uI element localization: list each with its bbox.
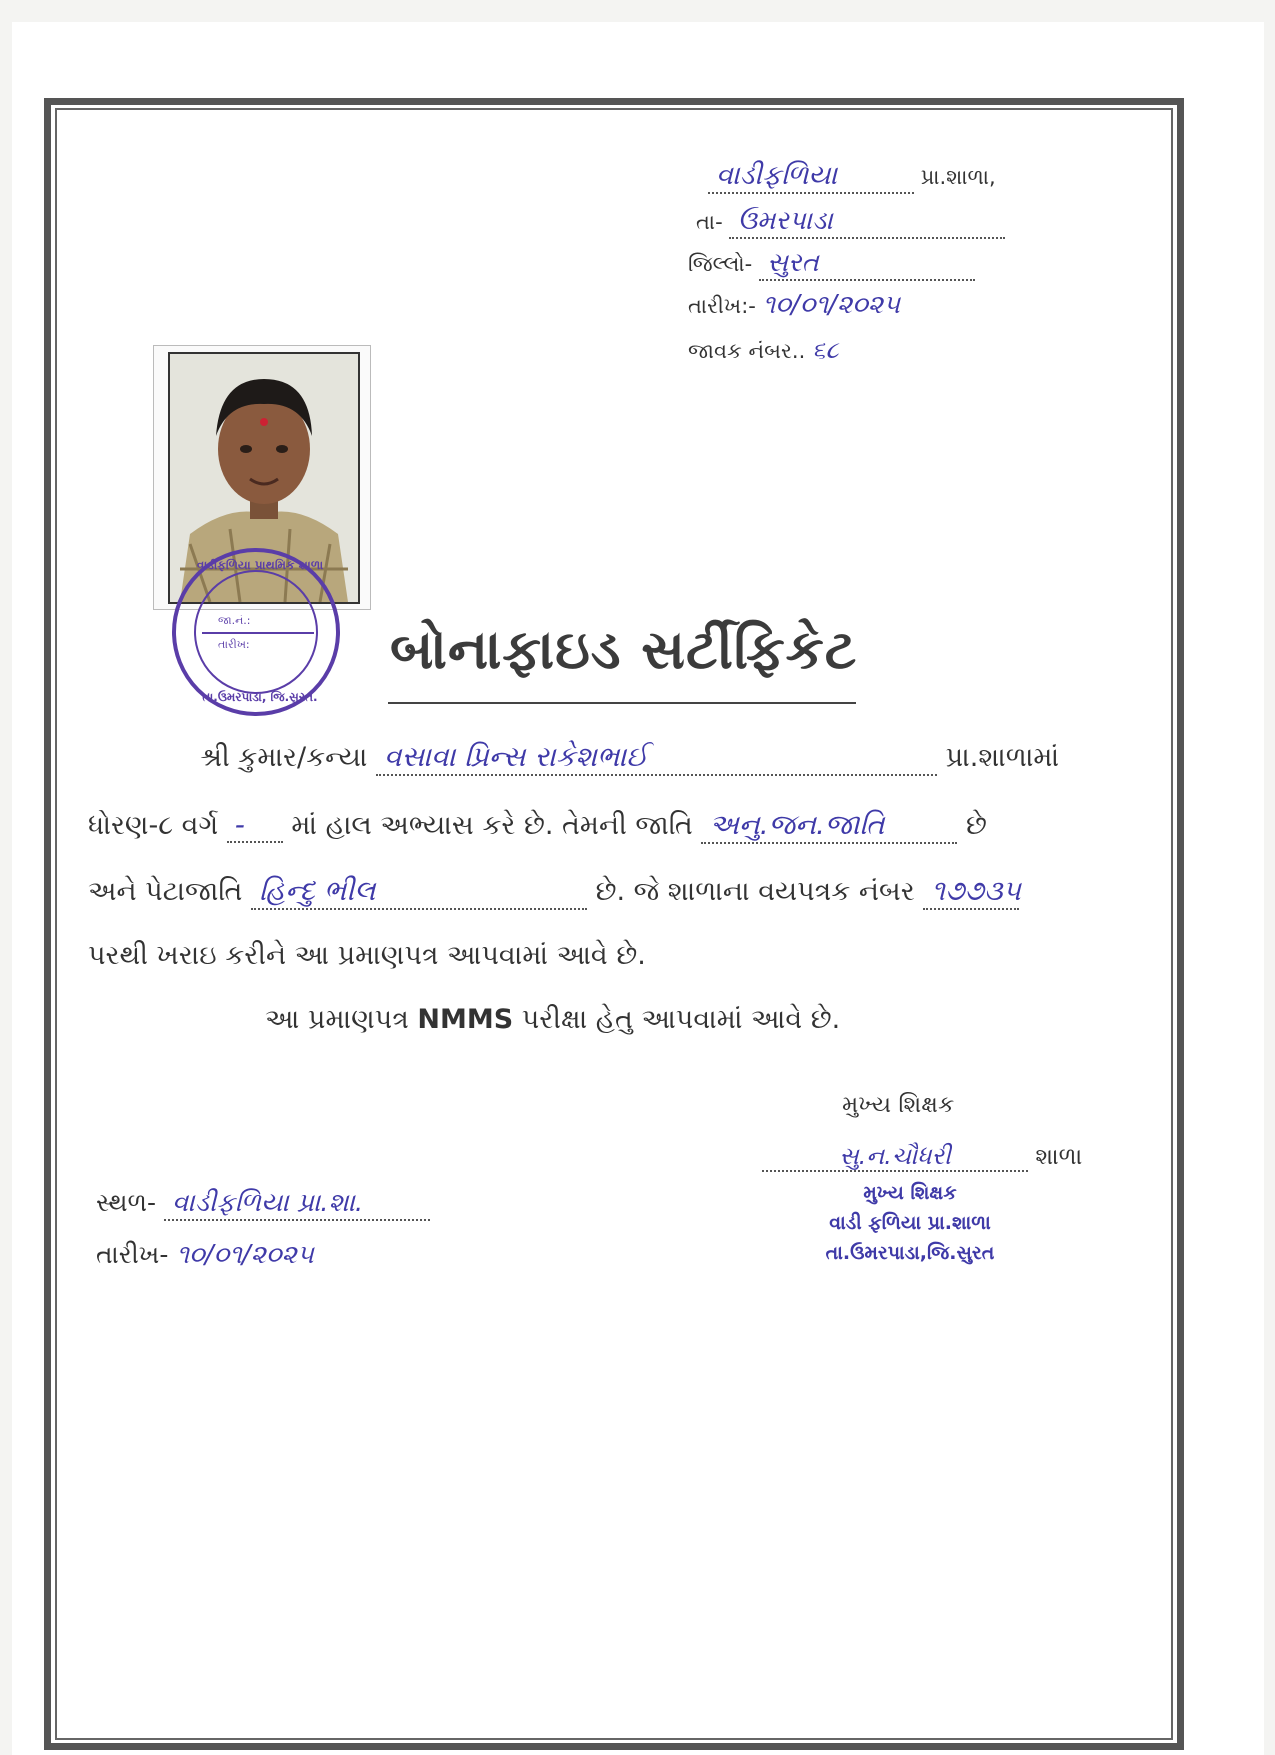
seal-field-2: તારીખ: [218, 638, 250, 651]
footer-date [96, 1240, 314, 1271]
certificate-title: બોનાફાઇડ સર્ટીફિકેટ [390, 618, 858, 681]
header-school-value: વાડીફળિયા [708, 160, 914, 194]
signature-stamp [790, 1182, 1030, 1264]
footer-date-label: તારીખ- [96, 1240, 169, 1269]
date-value: ૧૦/૦૧/૨૦૨૫ [762, 290, 901, 320]
outward-label: જાવક નંબર.. [688, 339, 806, 363]
body-line-4: પરથી ખરાઇ કરીને આ પ્રમાણપત્ર આપવામાં આવે છે. [88, 940, 646, 971]
register-number: ૧૭૭૩૫ [923, 874, 1019, 910]
header-school-suffix: પ્રા.શાળા, [920, 165, 996, 189]
student-name: વસાવા પ્રિન્સ રાકેશભાઈ [376, 740, 937, 776]
line2-suffix: છે [965, 810, 987, 841]
seal-bottom-text: તા.ઉમરપાડા, જિ.સુરત. [202, 690, 318, 704]
body-line-1 [200, 740, 1059, 776]
header-district [688, 248, 975, 281]
line3-mid: છે. જે શાળાના વયપત્રક નંબર [595, 876, 915, 907]
title-underline [388, 702, 856, 704]
header-school [708, 160, 996, 194]
signature-school-suffix: શાળા [1035, 1144, 1083, 1170]
school-seal [172, 548, 340, 716]
district-value: સુરત [759, 248, 975, 281]
place-value: વાડીફળિયા પ્રા.શા. [164, 1188, 430, 1221]
header-outward [688, 336, 839, 364]
signature-text: સુ.ન.ચૌધરી [762, 1142, 1028, 1172]
sig-stamp-line-3: તા.ઉમરપાડા,જિ.સુરત [825, 1242, 995, 1264]
line2-prefix: ધોરણ-૮ વર્ગ [88, 810, 219, 841]
seal-field-1: જા.નં.: [218, 614, 251, 627]
district-label: જિલ્લો- [688, 252, 753, 276]
place-label: સ્થળ- [96, 1188, 157, 1217]
sig-stamp-line-1: મુખ્ય શિક્ષક [863, 1182, 957, 1204]
seal-divider [202, 632, 314, 634]
header-date [688, 290, 900, 321]
line1-prefix: શ્રી કુમાર/કન્યા [200, 742, 368, 773]
sig-stamp-line-2: વાડી ફળિયા પ્રા.શાળા [829, 1212, 991, 1234]
line1-suffix: પ્રા.શાળામાં [945, 742, 1060, 773]
head-teacher-label: મુખ્ય શિક્ષક [842, 1092, 955, 1118]
caste-value: અનુ.જન.જાતિ [701, 808, 957, 844]
date-label: તારીખ:- [688, 294, 756, 318]
line5-prefix: આ પ્રમાણપત્ર [265, 1004, 409, 1035]
line5-suffix: પરીક્ષા હેતુ આપવામાં આવે છે. [521, 1004, 841, 1035]
taluka-label: તા- [696, 210, 723, 234]
footer-place [96, 1188, 430, 1221]
header-taluka [696, 206, 1005, 239]
footer-date-value: ૧૦/૦૧/૨૦૨૫ [176, 1240, 314, 1270]
seal-top-text: વાડીફળિયા પ્રાથમિક શાળા [196, 558, 324, 572]
line2-mid: માં હાલ અભ્યાસ કરે છે. તેમની જાતિ [291, 810, 693, 841]
taluka-value: ઉમરપાડા [729, 206, 1005, 239]
outward-value: ૬૮ [811, 336, 839, 364]
subcaste-value: હિન્દુ ભીલ [251, 874, 587, 910]
signature-line [762, 1142, 1082, 1172]
body-line-5 [265, 1004, 840, 1036]
exam-name: NMMS [417, 1004, 514, 1035]
line3-prefix: અને પેટાજાતિ [88, 876, 243, 907]
division-value: - [227, 808, 283, 843]
body-line-3 [88, 874, 1019, 910]
body-line-2 [88, 808, 987, 844]
